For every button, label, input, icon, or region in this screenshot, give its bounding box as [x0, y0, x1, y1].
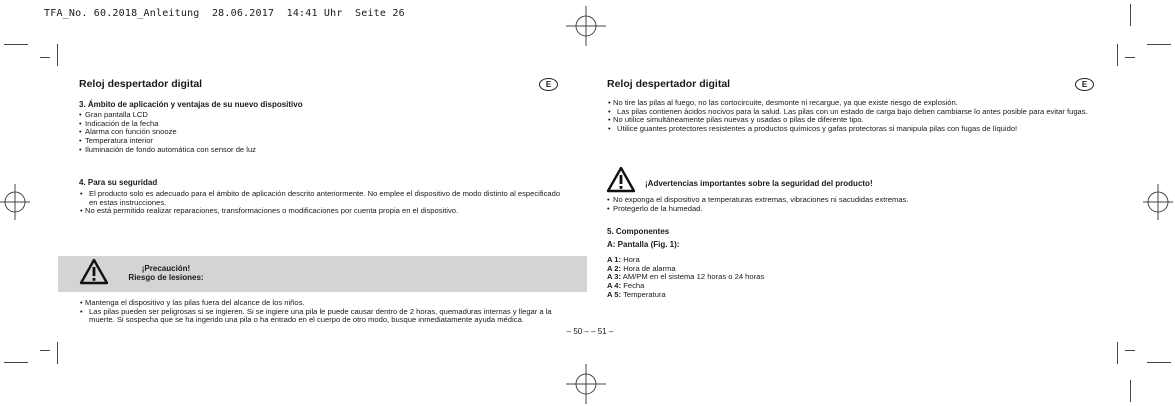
- section-subheading: A: Pantalla (Fig. 1):: [607, 240, 680, 249]
- caution-text: [116, 264, 216, 282]
- list-item: • No exponga el dispositivo a temperaturas extremas, vibraciones ni sacudidas extremas.: [607, 196, 1101, 205]
- list-item: • No utilice simultáneamente pilas nuevas y usadas o pilas de diferente tipo.: [607, 116, 1101, 125]
- feature-list: [79, 111, 559, 155]
- list-item: • Alarma con función snooze: [79, 128, 559, 137]
- component-label: Hora de alarma: [623, 263, 676, 273]
- list-item: • Gran pantalla LCD: [79, 111, 559, 120]
- warning-triangle-icon: [79, 258, 109, 285]
- list-item: [607, 282, 1007, 291]
- list-item: • Mantenga el dispositivo y las pilas fuera del alcance de los niños.: [79, 299, 565, 308]
- list-item: • Las pilas contienen ácidos nocivos para la salud. Las pilas con un estado de carga bajo deben cambiarse lo antes posible para evitar fugas.: [607, 108, 1101, 117]
- list-item: • Iluminación de fondo automática con sensor de luz: [79, 146, 559, 155]
- registration-mark-bottom: [566, 364, 606, 404]
- registration-mark-top: [566, 6, 606, 46]
- component-code: A 4:: [607, 281, 622, 291]
- component-code: A 3:: [607, 272, 622, 282]
- page-title: Reloj despertador digital: [79, 78, 203, 90]
- caution-list: [79, 299, 565, 325]
- list-item: [607, 291, 1007, 300]
- caution-title: ¡Precaución!: [141, 264, 191, 273]
- section-heading: 3. Ámbito de aplicación y ventajas de su nuevo dispositivo: [79, 100, 303, 109]
- list-item: • Indicación de la fecha: [79, 120, 559, 129]
- caution-subtitle: Riesgo de lesiones:: [128, 273, 204, 282]
- list-item: [607, 273, 1007, 282]
- list-item: • Temperatura interior: [79, 137, 559, 146]
- list-item: • Protegerlo de la humedad.: [607, 205, 1101, 214]
- warning-triangle-icon: [606, 166, 636, 193]
- warning-list: [607, 196, 1101, 213]
- list-item: • No está permitido realizar reparaciones, transformaciones o modificaciones por cuenta propia en el dispositivo.: [79, 207, 565, 216]
- page-numbers: – 50 – – 51 –: [566, 327, 614, 336]
- section-heading: 5. Componentes: [607, 227, 670, 236]
- section-heading: 4. Para su seguridad: [79, 178, 158, 187]
- page-title: Reloj despertador digital: [607, 78, 731, 90]
- list-item: • No tire las pilas al fuego, no las cortocircuite, desmonte ni recargue, ya que existe riesgo de explosión.: [607, 99, 1101, 108]
- component-code: A 1:: [607, 255, 622, 264]
- registration-mark-left: [0, 182, 30, 222]
- list-item: • Utilice guantes protectores resistentes a productos químicos y gafas protectoras si manipula pilas con fugas de líquido!: [607, 125, 1101, 134]
- language-badge: E: [1075, 78, 1094, 91]
- component-code: A 2:: [607, 263, 622, 273]
- battery-list: [607, 99, 1101, 134]
- safety-list: [79, 190, 565, 216]
- component-label: AM/PM en el sistema 12 horas o 24 horas: [622, 272, 765, 282]
- list-item: • El producto solo es adecuado para el ámbito de aplicación descrito anteriormente. No emplee el dispositivo de modo distinto al especificado en estas instrucciones.: [79, 190, 565, 207]
- component-label: Hora: [623, 255, 640, 264]
- language-badge: E: [539, 78, 558, 91]
- component-label: Fecha: [623, 281, 645, 291]
- list-item: • Las pilas pueden ser peligrosas si se ingieren. Si se ingiere una pila le puede causar dentro de 2 horas, quemaduras internas y llegar a la muerte. Si sospecha que se ha ingerido una pila o ha entrado en el cuerpo de otro modo, busque inmediatamente ayuda médica.: [79, 308, 565, 325]
- warning-title: ¡Advertencias importantes sobre la seguridad del producto!: [645, 179, 873, 188]
- components-list: [607, 256, 1007, 300]
- print-header: TFA_No. 60.2018_Anleitung 28.06.2017 14:41 Uhr Seite 26: [44, 8, 405, 19]
- component-code: A 5:: [607, 289, 622, 299]
- component-label: Temperatura: [623, 289, 666, 299]
- registration-mark-right: [1143, 182, 1173, 222]
